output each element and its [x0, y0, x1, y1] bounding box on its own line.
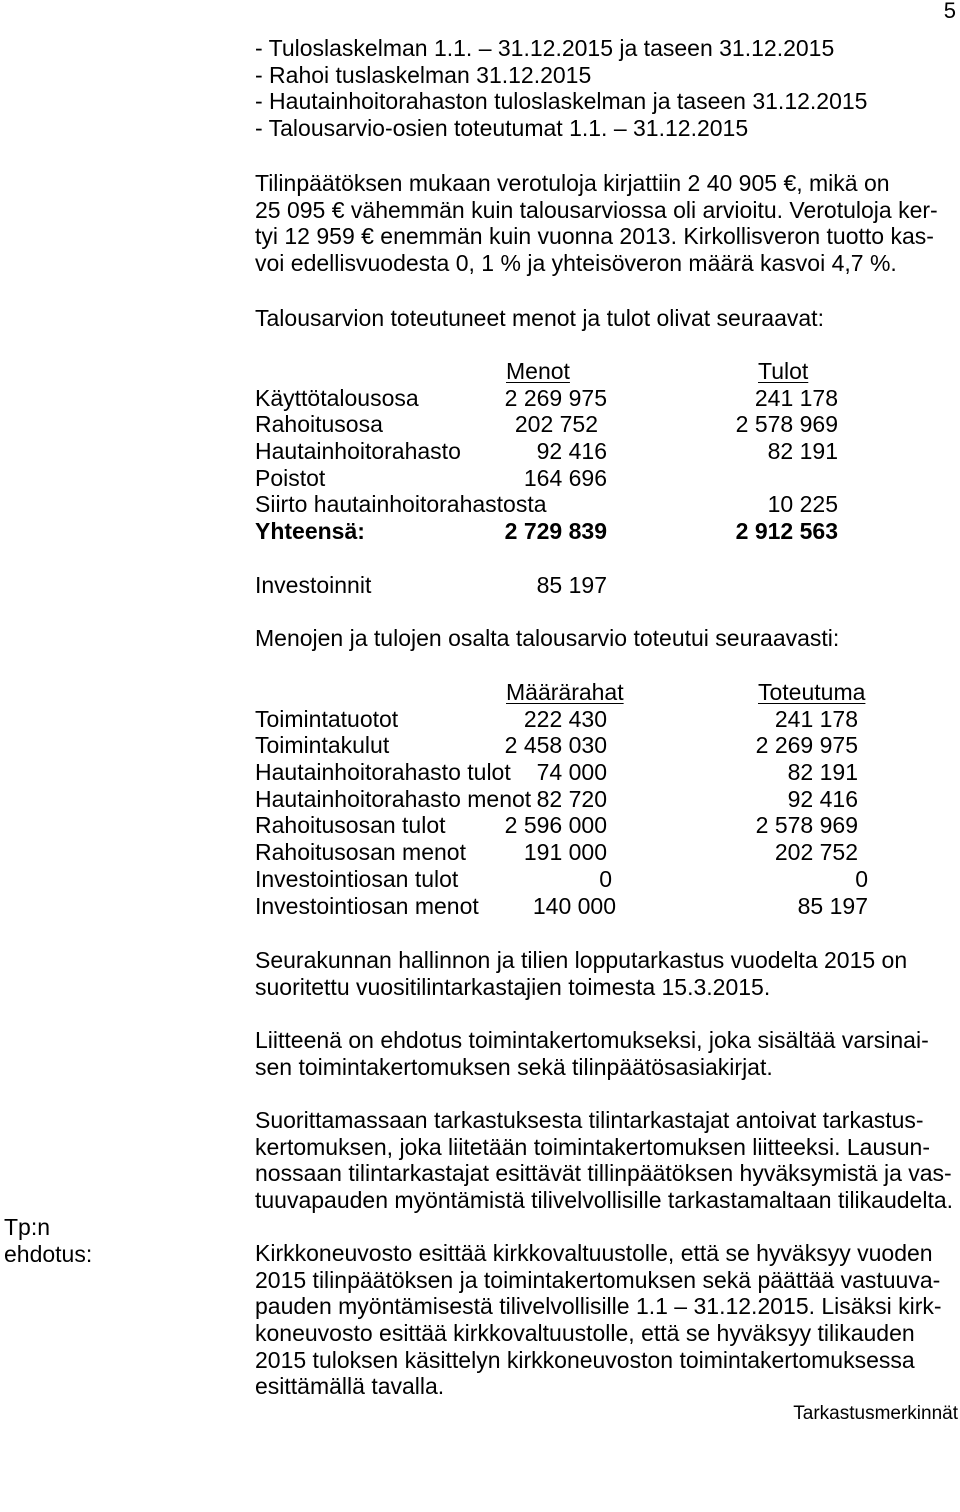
row-label: Siirto hautainhoitorahastosta — [255, 491, 547, 518]
tulot-value: 10 225 — [767, 491, 838, 518]
table-row — [0, 759, 960, 786]
row-label: Hautainhoitorahasto tulot — [255, 759, 511, 786]
paragraph-line: pauden myöntämisestä tilivelvollisille 1.1 – 31.12.2015. Lisäksi kirk- — [255, 1293, 942, 1320]
paragraph-line: kertomuksen, joka liitetään toimintakertomuksen liitteeksi. Lausun- — [255, 1133, 930, 1160]
row-label: Hautainhoitorahasto — [255, 438, 461, 465]
page-number: 5 — [943, 0, 956, 23]
attachment-list — [255, 35, 867, 142]
total-menot-value: 2 729 839 — [504, 518, 607, 545]
row-label: Rahoitusosa — [255, 411, 383, 438]
budget-summary-table — [0, 358, 960, 545]
paragraph-line: nossaan tilintarkastajat esittävät tillinpäätöksen hyväksymistä ja vas- — [255, 1160, 952, 1187]
table-row — [0, 411, 960, 438]
toteutuma-value: 82 191 — [787, 759, 858, 786]
proposal-paragraph — [255, 1240, 942, 1400]
budget-summary-intro — [255, 305, 824, 332]
table-row — [0, 812, 960, 839]
tulot-value: 82 191 — [767, 438, 838, 465]
paragraph-line: tuuvapauden myöntämistä tilivelvollisille tarkastamaltaan tilikaudelta. — [255, 1187, 954, 1214]
side-label-line: Tp:n — [4, 1214, 51, 1240]
column-header-maararahat: Määrärahat — [506, 679, 624, 705]
paragraph-line: Kirkkoneuvosto esittää kirkkovaltuustolle, että se hyväksyy vuoden — [255, 1240, 933, 1266]
tulot-value: 241 178 — [754, 384, 838, 411]
toteutuma-value: 0 — [855, 865, 868, 892]
paragraph-line: Liitteenä on ehdotus toimintakertomukseksi, joka sisältää varsinai- — [255, 1027, 929, 1053]
attachment-note-paragraph — [255, 1027, 929, 1080]
toteutuma-value: 241 178 — [774, 705, 858, 732]
budget-outcome-intro — [255, 625, 839, 652]
maararahat-value: 2 458 030 — [504, 732, 607, 759]
attachment-list-item: - Rahoi tuslaskelman 31.12.2015 — [255, 61, 592, 88]
paragraph-line: voi edellisvuodesta 0, 1 % ja yhteisöveron määrä kasvoi 4,7 %. — [255, 250, 897, 277]
table-row — [0, 706, 960, 733]
table-row — [0, 786, 960, 813]
row-label: Toimintatuotot — [255, 705, 399, 732]
menot-value: 202 752 — [514, 411, 598, 438]
row-label: Investointiosan tulot — [255, 865, 459, 892]
table-row — [0, 572, 960, 599]
toteutuma-value: 202 752 — [774, 839, 858, 866]
menot-value: 164 696 — [523, 464, 607, 491]
paragraph-line: suoritettu vuositilintarkastajien toimesta 15.3.2015. — [255, 973, 771, 1000]
side-label-line: ehdotus: — [4, 1240, 93, 1267]
paragraph-line: 2015 tilinpäätöksen ja toimintakertomuksen sekä päättää vastuuva- — [255, 1266, 941, 1293]
toteutuma-value: 2 269 975 — [755, 732, 858, 759]
tulot-value: 2 578 969 — [735, 411, 838, 438]
column-header-menot: Menot — [506, 358, 570, 384]
toteutuma-value: 2 578 969 — [755, 812, 858, 839]
total-label: Yhteensä: — [255, 518, 365, 545]
attachment-list-item: - Hautainhoitorahaston tuloslaskelman ja taseen 31.12.2015 — [255, 88, 868, 115]
row-label: Toimintakulut — [255, 732, 390, 759]
table-header-row — [0, 679, 960, 706]
menot-value: 2 269 975 — [504, 384, 607, 411]
row-label: Poistot — [255, 464, 326, 491]
toteutuma-value: 92 416 — [787, 785, 858, 812]
paragraph-line: 2015 tuloksen käsittelyn kirkkoneuvoston toimintakertomuksessa — [255, 1346, 915, 1373]
maararahat-value: 82 720 — [536, 785, 607, 812]
maararahat-value: 0 — [599, 865, 612, 892]
paragraph-line: esittämällä tavalla. — [255, 1373, 445, 1400]
paragraph-line: Talousarvion toteutuneet menot ja tulot olivat seuraavat: — [255, 305, 824, 331]
row-label: Rahoitusosan menot — [255, 839, 466, 866]
row-label: Käyttötalousosa — [255, 384, 419, 411]
table-row — [0, 491, 960, 518]
table-row — [0, 866, 960, 893]
table-total-row — [0, 518, 960, 545]
table-row — [0, 438, 960, 465]
paragraph-line: Tilinpäätöksen mukaan verotuloja kirjattiin 2 40 905 €, mikä on — [255, 170, 890, 196]
investments-row — [0, 572, 960, 599]
table-row — [0, 465, 960, 492]
table-row — [0, 893, 960, 920]
attachment-list-item: - Tuloslaskelman 1.1. – 31.12.2015 ja taseen 31.12.2015 — [255, 35, 835, 61]
paragraph-line: 25 095 € vähemmän kuin talousarviossa oli arvioitu. Verotuloja ker- — [255, 196, 938, 223]
menot-value: 92 416 — [536, 438, 607, 465]
table-row — [0, 732, 960, 759]
investments-label: Investoinnit — [255, 572, 372, 598]
table-row — [0, 385, 960, 412]
maararahat-value: 222 430 — [523, 705, 607, 732]
table-row — [0, 839, 960, 866]
review-marks-label: Tarkastusmerkinnät — [793, 1403, 958, 1424]
paragraph-line: Menojen ja tulojen osalta talousarvio toteutui seuraavasti: — [255, 625, 840, 651]
final-audit-paragraph — [255, 947, 907, 1000]
column-header-tulot: Tulot — [758, 358, 809, 384]
proposal-side-label — [4, 1214, 92, 1267]
maararahat-value: 191 000 — [523, 839, 607, 866]
paragraph-line: sen toimintakertomuksen sekä tilinpäätösasiakirjat. — [255, 1053, 773, 1080]
row-label: Investointiosan menot — [255, 892, 479, 919]
total-tulot-value: 2 912 563 — [735, 518, 838, 545]
investments-value: 85 197 — [536, 572, 607, 598]
maararahat-value: 2 596 000 — [504, 812, 607, 839]
tax-revenue-paragraph — [255, 170, 938, 277]
row-label: Hautainhoitorahasto menot — [255, 785, 532, 812]
maararahat-value: 140 000 — [532, 892, 616, 919]
maararahat-value: 74 000 — [536, 759, 607, 786]
table-header-row — [0, 358, 960, 385]
budget-outcome-table — [0, 679, 960, 919]
column-header-toteutuma: Toteutuma — [758, 679, 866, 705]
auditors-report-paragraph — [255, 1107, 953, 1214]
toteutuma-value: 85 197 — [797, 892, 868, 919]
paragraph-line: Seurakunnan hallinnon ja tilien lopputarkastus vuodelta 2015 on — [255, 947, 908, 973]
paragraph-line: tyi 12 959 € enemmän kuin vuonna 2013. Kirkollisveron tuotto kas- — [255, 223, 934, 250]
row-label: Rahoitusosan tulot — [255, 812, 446, 839]
paragraph-line: koneuvosto esittää kirkkovaltuustolle, että se hyväksyy tilikauden — [255, 1320, 915, 1347]
paragraph-line: Suorittamassaan tarkastuksesta tilintarkastajat antoivat tarkastus- — [255, 1107, 924, 1133]
attachment-list-item: - Talousarvio-osien toteutumat 1.1. – 31.12.2015 — [255, 115, 749, 142]
